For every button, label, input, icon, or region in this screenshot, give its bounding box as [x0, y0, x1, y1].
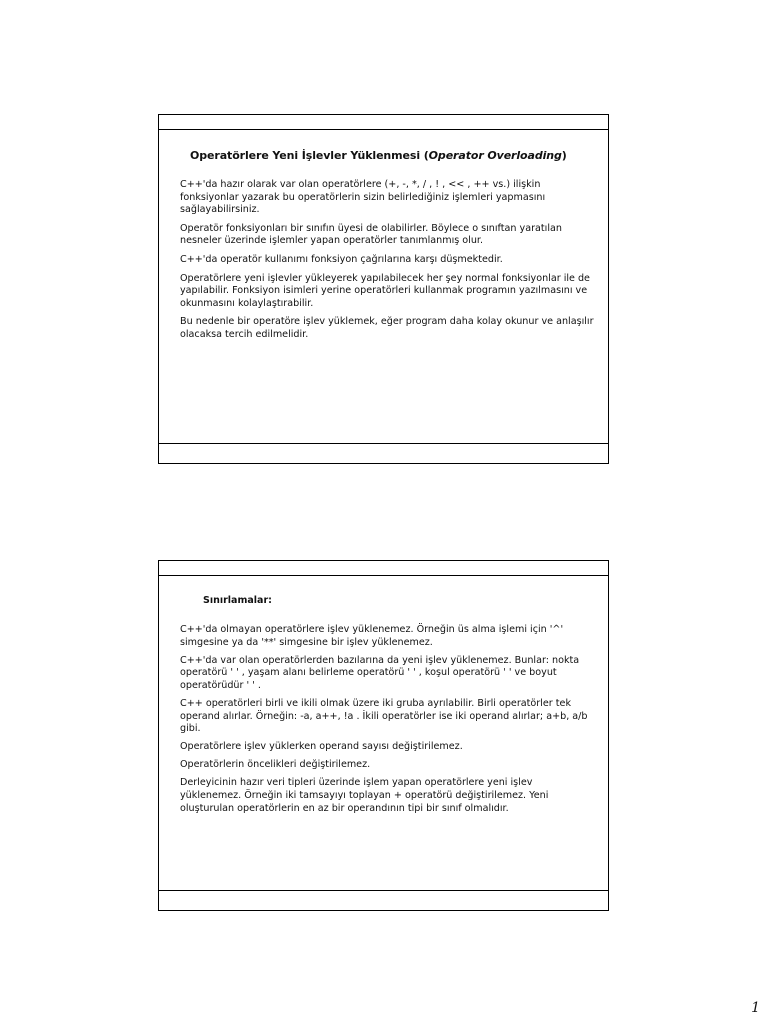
paragraph: Derleyicinin hazır veri tipleri üzerinde işlem yapan operatörlere yeni işlev yüklenemez. Örneğin iki tamsayıyı toplayan + operatörü değiştirilemez. Yeni oluşturulan operatörlerin en az bir operandının tipi bir sınıf olmalıdır.: [180, 777, 549, 814]
slide-operator-overloading: [158, 114, 609, 464]
paragraph: C++'da hazır olarak var olan operatörlere (+, -, *, / , ! , << , ++ vs.) ilişkin fonksiyonlar yazarak bu operatörlerin sizin belirlediğiniz işlemleri yapmasını sağlayabilirsiniz.: [180, 179, 546, 216]
paragraph: Operatörlere yeni işlevler yükleyerek yapılabilecek her şey normal fonksiyonlar ile de yapılabilir. Fonksiyon isimleri yerine operatörleri kullanmak programın yazılmasını ve okunmasını kolaylaştırabilir.: [180, 272, 590, 309]
slide-content: [180, 595, 594, 821]
paragraph: Bu nedenle bir operatöre işlev yüklemek, eğer program daha kolay okunur ve anlaşılır olacaksa tercih edilmelidir.: [180, 316, 594, 340]
slide-title: [190, 149, 594, 162]
slide-top-rule: [159, 575, 608, 576]
paragraph: C++'da operatör kullanımı fonksiyon çağrılarına karşı düşmektedir.: [180, 253, 503, 265]
slide-bottom-rule: [159, 443, 608, 444]
paragraph: Operatörlerin öncelikleri değiştirilemez.: [180, 759, 371, 771]
slide-title-close: ): [561, 149, 567, 162]
slide-title-main: Operatörlere Yeni İşlevler Yüklenmesi (: [190, 149, 429, 162]
page-number: 1: [751, 1000, 760, 1016]
slide-title: Sınırlamalar:: [203, 595, 272, 606]
paragraph: C++'da olmayan operatörlere işlev yüklenemez. Örneğin üs alma işlemi için '^' simgesine ya da '**' simgesine bir işlev yüklenemez.: [180, 624, 564, 648]
slide-bottom-rule: [159, 890, 608, 891]
paragraph: Operatörlere işlev yüklerken operand sayısı değiştirilemez.: [180, 741, 463, 753]
slide-restrictions: [158, 560, 609, 911]
slide-title-english: Operator Overloading: [428, 149, 562, 162]
paragraph: C++'da var olan operatörlerden bazılarına da yeni işlev yüklenemez. Bunlar: nokta operatörü ' ' , yaşam alanı belirleme operatörü ' ' , koşul operatörü ' ' ve boyut operatörüdür ' ' .: [180, 654, 580, 691]
paragraph: Operatör fonksiyonları bir sınıfın üyesi de olabilirler. Böylece o sınıftan yaratılan nesneler üzerinde işlemler yapan operatörler tanımlanmış olur.: [180, 222, 562, 247]
slide-top-rule: [159, 129, 608, 130]
slide-content: [180, 149, 594, 348]
paragraph: C++ operatörleri birli ve ikili olmak üzere iki gruba ayrılabilir. Birli operatörler tek operand alırlar. Örneğin: -a, a++, !a . İkili operatörler ise iki operand alırlar; a+b, a/b gibi.: [180, 697, 588, 735]
